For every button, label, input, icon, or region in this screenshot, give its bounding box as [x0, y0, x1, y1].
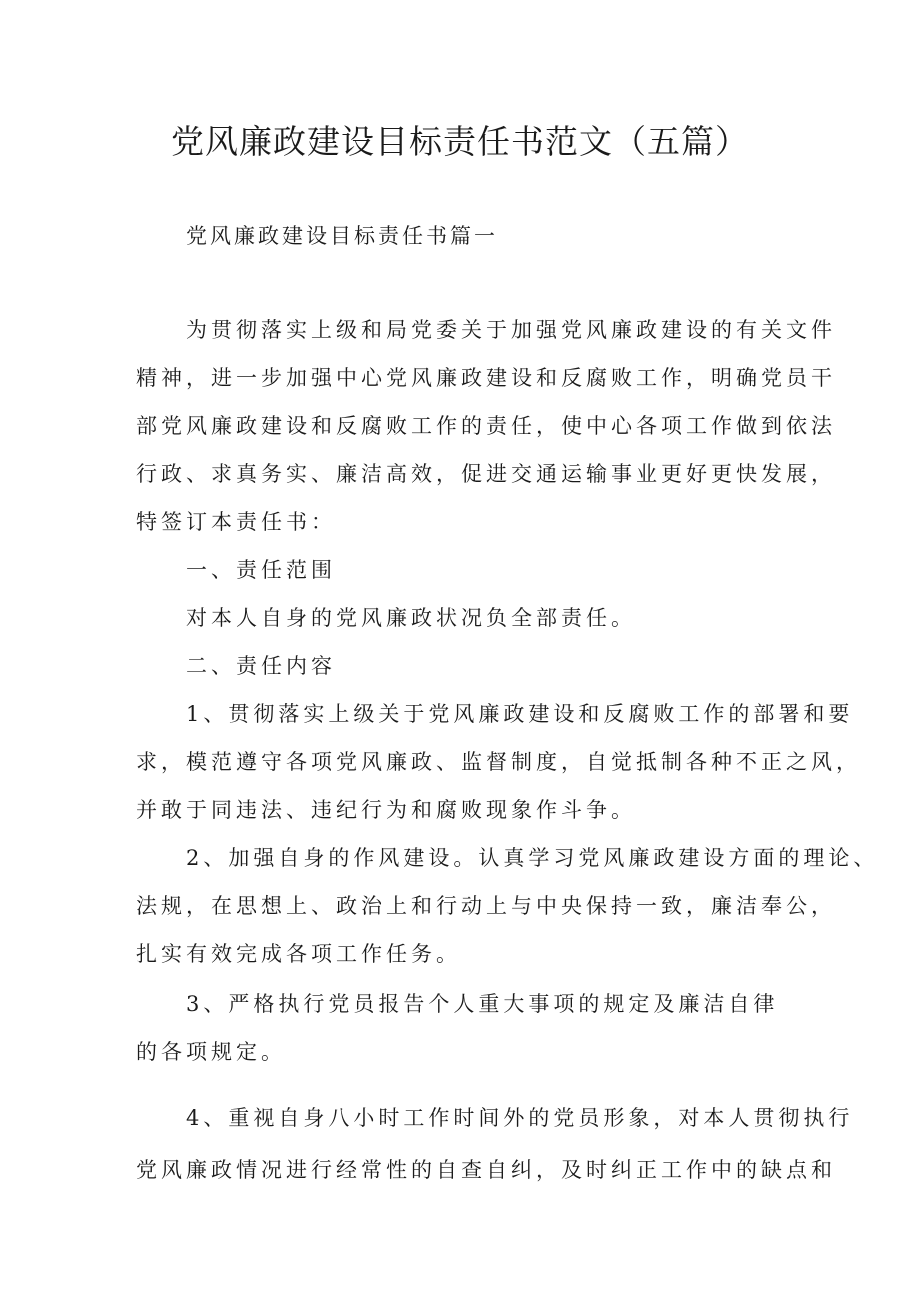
document-title: 党风廉政建设目标责任书范文（五篇） — [171, 122, 749, 161]
paragraph-line: 求，模范遵守各项党风廉政、监督制度，自觉抵制各种不正之风， — [136, 750, 861, 774]
paragraph-line: 精神，进一步加强中心党风廉政建设和反腐败工作，明确党员干 — [136, 366, 836, 390]
paragraph-line: 法规，在思想上、政治上和行动上与中央保持一致，廉洁奉公， — [136, 894, 836, 918]
paragraph-line: 4、重视自身八小时工作时间外的党员形象，对本人贯彻执行 — [186, 1106, 854, 1130]
section-heading: 一、责任范围 — [186, 558, 336, 582]
item-1-paragraph — [136, 690, 861, 834]
paragraph-line: 1、贯彻落实上级关于党风廉政建设和反腐败工作的部署和要 — [186, 702, 854, 726]
paragraph-line: 并敢于同违法、违纪行为和腐败现象作斗争。 — [136, 798, 636, 822]
paragraph-line: 特签订本责任书： — [136, 510, 336, 534]
item-2-paragraph — [136, 834, 879, 978]
intro-paragraph — [136, 306, 836, 546]
paragraph-line: 部党风廉政建设和反腐败工作的责任，使中心各项工作做到依法 — [136, 414, 836, 438]
paragraph-line: 行政、求真务实、廉洁高效，促进交通运输事业更好更快发展， — [136, 462, 836, 486]
item-4-paragraph — [136, 1092, 854, 1196]
paragraph-line: 为贯彻落实上级和局党委关于加强党风廉政建设的有关文件 — [186, 318, 836, 342]
paragraph-line: 党风廉政情况进行经常性的自查自纠，及时纠正工作中的缺点和 — [136, 1158, 836, 1182]
paragraph-line: 的各项规定。 — [136, 1040, 286, 1064]
paragraph-line: 3、严格执行党员报告个人重大事项的规定及廉洁自律 — [186, 992, 779, 1016]
document-subtitle: 党风廉政建设目标责任书篇一 — [186, 224, 498, 248]
item-3-paragraph — [136, 980, 796, 1076]
paragraph-line: 2、加强自身的作风建设。认真学习党风廉政建设方面的理论、 — [186, 846, 879, 870]
section-heading: 二、责任内容 — [186, 654, 336, 678]
section-1 — [136, 546, 796, 690]
section-text: 对本人自身的党风廉政状况负全部责任。 — [186, 606, 636, 630]
paragraph-line: 扎实有效完成各项工作任务。 — [136, 942, 461, 966]
